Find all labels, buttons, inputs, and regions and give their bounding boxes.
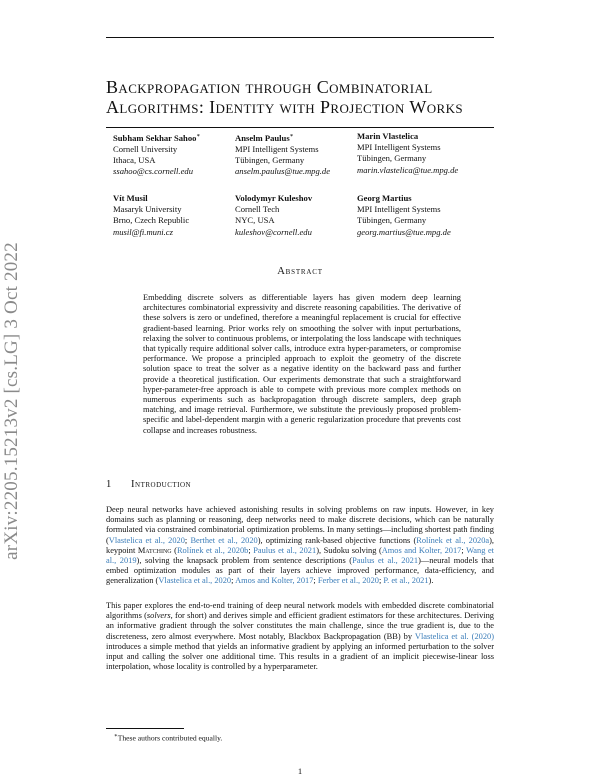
citation-link[interactable]: Rolínek et al., 2020b [176,545,249,555]
page-number: 1 [297,766,303,776]
text-run: ), solving the knapsack problem from sentence descriptions ( [136,556,353,566]
citation-link[interactable]: Paulus et al., 2021 [253,545,317,555]
author-affiliation-text: Cornell Tech [235,204,280,215]
author-affiliation-text: MPI Intelligent Systems [235,144,319,155]
author-affiliation-text: Cornell University [113,144,178,155]
author-email[interactable] [235,166,330,177]
footnote [114,733,222,743]
section-number: 1 [106,479,112,490]
author-location [357,153,458,164]
text-run: ), optimizing rank-based objective functions ( [257,535,417,545]
intro-paragraph-1 [106,505,494,587]
author-name [235,193,312,204]
abstract-body: Embedding discrete solvers as differentiable layers has given modern deep learning architectures combinatorial expressivity and discrete reasoning capabilities. The derivative of these solvers is zero or undefined, therefore a meaningful replacement is crucial for effective gradient-based learning. Prior works rely on smoothing the solver with input perturbations, relaxing the solver to continuous problems, or interpolating the loss landscape with techniques that typically require additional solver calls, introduce extra hyper-parameters, or compromise performance. We propose a principled approach to exploit the geometry of the discrete solution space to treat the solver as a negative identity on the backward pass and further provide a theoretical justification. Our experiments demonstrate that such a straightforward hyper-parameter-free approach is able to compete with previous more complex methods on numerous experiments such as backpropagation through discrete samplers, deep graph matching, and image retrieval. Furthermore, we substitute the previously proposed problem-specific and label-dependent margin with a generic regularization procedure that prevents cost collapse and increases robustness. [143,293,461,435]
citation-link[interactable]: Amos and Kolter, 2017 [381,545,462,555]
citation-link[interactable]: Wang et al., 2019 [106,545,494,566]
author-affiliation [113,144,200,155]
paper-title-line-1 [106,77,506,98]
author-affiliation-text: MPI Intelligent Systems [357,142,441,153]
author-email[interactable] [113,166,200,177]
author-affiliation [357,204,451,215]
author-name [357,193,451,204]
author-name-text: Marin Vlastelica [357,131,419,141]
text-run: This paper explores the end-to-end training of deep neural network models with embedded discrete combinatorial algorithms ( [106,601,494,621]
text-run: )—neural models that embed optimization modules as part of their layers achieve improved performance, data-efficiency, and generalization ( [106,556,494,586]
author-location-text: Tübingen, Germany [357,215,427,226]
text-run: introduces a simple method that yields an informative gradient by applying an informed perturbation to the solver input and calling the solver one additional time. This results in a gradient of an implicit piecewise-linear loss interpolation, whose locality is controlled by a hyperparameter. [106,641,494,672]
author-location [113,215,189,226]
title-bottom-rule [106,127,494,128]
intro-paragraph-2 [106,601,494,672]
author-entry [235,131,330,178]
author-email-text: kuleshov@cornell.edu [235,226,312,237]
author-location [113,155,200,166]
arxiv-identifier[interactable]: arXiv:2205.15213v2 [cs.LG] 3 Oct 2022 [1,242,22,560]
author-name-text: Vít Musil [113,193,148,203]
citation-link[interactable]: Paulus et al., 2021 [352,556,419,566]
author-name-text: Anselm Paulus [235,132,290,143]
italic-text: solvers [146,611,171,621]
footnote-rule [106,728,184,729]
author-affiliation [235,204,312,215]
author-affiliation [235,144,330,155]
author-email[interactable] [113,227,189,238]
author-affiliation-text: Masaryk University [113,204,182,215]
citation-link[interactable]: Vlastelica et al., 2020 [108,535,185,545]
author-entry [113,131,200,178]
author-location-text: NYC, USA [235,215,275,226]
author-affiliation [357,142,458,153]
author-email-text: ssahoo@cs.cornell.edu [113,166,193,177]
section-heading-introduction [106,479,191,490]
text-run: ; [231,576,236,586]
author-email-text: marin.vlastelica@tue.mpg.de [357,164,459,175]
author-location [357,215,451,226]
author-name [113,193,189,204]
author-name [113,131,200,144]
citation-link[interactable]: P. et al., 2021 [383,576,429,586]
author-location-text: Tübingen, Germany [235,155,305,166]
author-entry [113,193,189,238]
citation-link[interactable]: Amos and Kolter, 2017 [235,576,314,586]
equal-contribution-mark: ∗ [196,133,201,139]
small-caps-text: Backpropagation through Combinatorial [106,77,433,97]
text-run: ; [313,576,318,586]
author-email[interactable] [357,227,451,238]
citation-link[interactable]: Vlastelica et al., 2020 [158,576,232,586]
author-entry [357,193,451,238]
author-name [357,131,458,142]
author-location-text: Brno, Czech Republic [113,215,190,226]
equal-contribution-mark: ∗ [289,133,294,139]
text-run: ; [248,545,254,555]
author-email-text: musil@fi.muni.cz [113,226,173,237]
title-top-rule [106,37,494,38]
author-entry [235,193,312,238]
author-email[interactable] [357,165,458,176]
paper-title-line-2 [106,97,506,118]
citation-link[interactable]: Rolínek et al., 2020a [416,535,490,545]
author-name [235,131,330,144]
citation-link[interactable]: Ferber et al., 2020 [317,576,379,586]
author-email[interactable] [235,227,312,238]
author-affiliation [113,204,189,215]
author-location [235,155,330,166]
author-email-text: georg.martius@tue.mpg.de [357,226,451,237]
section-title: Introduction [131,479,192,490]
author-name-text: Georg Martius [357,193,412,203]
footnote-text: These authors contributed equally. [117,733,223,743]
text-run: ; [184,535,191,545]
abstract-heading: Abstract [277,266,323,277]
author-affiliation-text: MPI Intelligent Systems [357,204,441,215]
text-run: ), Sudoku solving ( [316,545,382,555]
author-entry [357,131,458,176]
author-name-text: Subham Sekhar Sahoo [113,132,197,143]
author-location-text: Ithaca, USA [113,155,156,166]
small-caps-text: Algorithms: Identity with Projection Works [106,97,464,117]
text-run: ( [171,545,177,555]
text-run: Deep neural networks have achieved astonishing results in solving problems on raw inputs. However, in key domains such as planning or reasoning, deep networks need to make discrete decisions, which can be naturally formulated via constrained combinatorial optimization problems. In many settings—including shortest path finding ( [106,505,494,545]
text-run: ). [428,576,434,586]
author-location [235,215,312,226]
citation-link[interactable]: Vlastelica et al. (2020) [414,631,495,641]
footnote-mark: ∗ [114,733,118,739]
text-run: ), keypoint [106,535,494,555]
text-run: ; [461,545,467,555]
author-email-text: anselm.paulus@tue.mpg.de [235,166,331,177]
text-run: ; [378,576,384,586]
text-run: , for short) and derives simple and efficient gradient estimators for these architectures. Deriving an informative gradient through the solver constitutes the main challenge, since the true gradient is, due to the discreteness, zero almost everywhere. Most notably, Blackbox Backpropagation (BB) by [106,611,494,641]
small-caps-text: Matching [137,545,172,555]
author-name-text: Volodymyr Kuleshov [235,193,313,203]
author-location-text: Tübingen, Germany [357,153,427,164]
citation-link[interactable]: Berthet et al., 2020 [190,535,258,545]
